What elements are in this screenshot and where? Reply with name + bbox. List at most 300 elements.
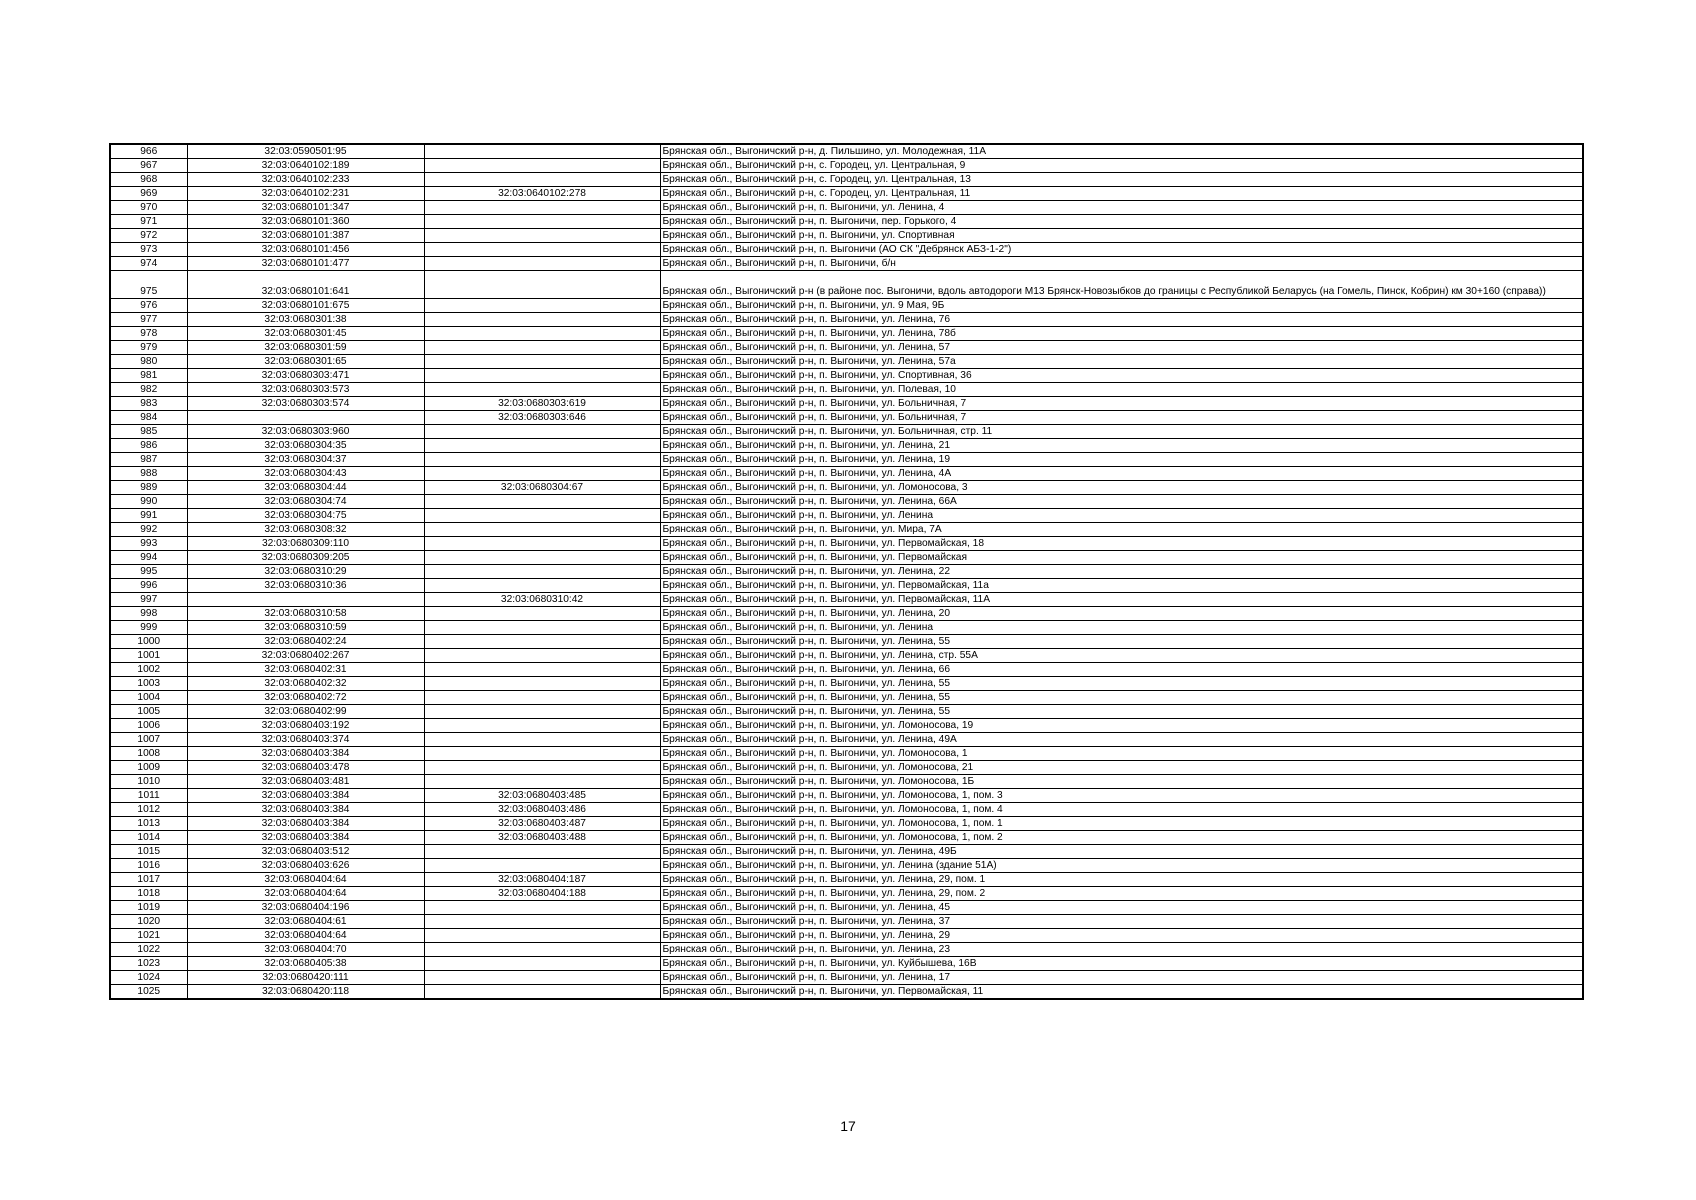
row-number-cell: 1014 — [110, 831, 187, 845]
row-number-cell: 968 — [110, 173, 187, 187]
row-number-cell: 971 — [110, 215, 187, 229]
row-number-cell: 979 — [110, 341, 187, 355]
row-number-cell: 1006 — [110, 719, 187, 733]
address-cell: Брянская обл., Выгоничский р-н, д. Пильшино, ул. Молодежная, 11А — [660, 144, 1583, 159]
address-cell: Брянская обл., Выгоничский р-н, п. Выгоничи, ул. Ленина, 57а — [660, 355, 1583, 369]
cadastral-number-cell: 32:03:0680402:72 — [187, 691, 424, 705]
address-cell: Брянская обл., Выгоничский р-н, п. Выгоничи, ул. Мира, 7А — [660, 523, 1583, 537]
sub-cadastral-number-cell — [424, 144, 660, 159]
table-row — [110, 229, 1583, 243]
address-cell: Брянская обл., Выгоничский р-н, п. Выгоничи, ул. Первомайская, 11А — [660, 593, 1583, 607]
sub-cadastral-number-cell — [424, 243, 660, 257]
table-row — [110, 537, 1583, 551]
row-number-cell: 976 — [110, 299, 187, 313]
cadastral-number-cell: 32:03:0680403:512 — [187, 845, 424, 859]
row-number-cell: 978 — [110, 327, 187, 341]
sub-cadastral-number-cell — [424, 579, 660, 593]
cadastral-number-cell: 32:03:0680101:675 — [187, 299, 424, 313]
sub-cadastral-number-cell — [424, 159, 660, 173]
cadastral-number-cell: 32:03:0680402:31 — [187, 663, 424, 677]
sub-cadastral-number-cell — [424, 537, 660, 551]
address-cell: Брянская обл., Выгоничский р-н, п. Выгоничи, ул. Ленина, 49А — [660, 733, 1583, 747]
table-row — [110, 579, 1583, 593]
table-row — [110, 187, 1583, 201]
row-number-cell: 981 — [110, 369, 187, 383]
table-row — [110, 271, 1583, 299]
sub-cadastral-number-cell — [424, 257, 660, 271]
cadastral-number-cell: 32:03:0680101:387 — [187, 229, 424, 243]
cadastral-number-cell: 32:03:0680101:641 — [187, 271, 424, 299]
sub-cadastral-number-cell: 32:03:0680403:485 — [424, 789, 660, 803]
sub-cadastral-number-cell — [424, 201, 660, 215]
address-cell: Брянская обл., Выгоничский р-н, п. Выгоничи, ул. Ленина, 20 — [660, 607, 1583, 621]
table-row — [110, 327, 1583, 341]
address-cell: Брянская обл., Выгоничский р-н, п. Выгоничи, ул. Ломоносова, 1 — [660, 747, 1583, 761]
address-cell: Брянская обл., Выгоничский р-н, п. Выгоничи, ул. Ленина (здание 51А) — [660, 859, 1583, 873]
table-row — [110, 943, 1583, 957]
address-cell: Брянская обл., Выгоничский р-н, п. Выгоничи, ул. 9 Мая, 9Б — [660, 299, 1583, 313]
table-row — [110, 789, 1583, 803]
sub-cadastral-number-cell — [424, 313, 660, 327]
table-row — [110, 915, 1583, 929]
cadastral-number-cell: 32:03:0680403:384 — [187, 747, 424, 761]
address-cell: Брянская обл., Выгоничский р-н, п. Выгоничи, ул. Ломоносова, 1Б — [660, 775, 1583, 789]
row-number-cell: 1017 — [110, 873, 187, 887]
cadastral-number-cell: 32:03:0680404:64 — [187, 873, 424, 887]
row-number-cell: 1000 — [110, 635, 187, 649]
table-row — [110, 593, 1583, 607]
sub-cadastral-number-cell — [424, 565, 660, 579]
table-row — [110, 705, 1583, 719]
table-row — [110, 985, 1583, 1000]
table-row — [110, 845, 1583, 859]
table-row — [110, 523, 1583, 537]
cadastral-number-cell: 32:03:0680304:35 — [187, 439, 424, 453]
sub-cadastral-number-cell: 32:03:0680404:188 — [424, 887, 660, 901]
address-cell: Брянская обл., Выгоничский р-н, п. Выгоничи, ул. Ленина, 29, пом. 2 — [660, 887, 1583, 901]
sub-cadastral-number-cell — [424, 523, 660, 537]
sub-cadastral-number-cell — [424, 929, 660, 943]
address-cell: Брянская обл., Выгоничский р-н, п. Выгоничи, ул. Ленина, 55 — [660, 677, 1583, 691]
sub-cadastral-number-cell — [424, 229, 660, 243]
row-number-cell: 1008 — [110, 747, 187, 761]
address-cell: Брянская обл., Выгоничский р-н, п. Выгоничи, ул. Ломоносова, 1, пом. 2 — [660, 831, 1583, 845]
row-number-cell: 1015 — [110, 845, 187, 859]
row-number-cell: 997 — [110, 593, 187, 607]
sub-cadastral-number-cell — [424, 355, 660, 369]
row-number-cell: 996 — [110, 579, 187, 593]
address-cell: Брянская обл., Выгоничский р-н, п. Выгоничи, ул. Ленина, 4 — [660, 201, 1583, 215]
cadastral-number-cell: 32:03:0680403:384 — [187, 789, 424, 803]
sub-cadastral-number-cell — [424, 299, 660, 313]
cadastral-number-cell: 32:03:0680303:574 — [187, 397, 424, 411]
address-cell: Брянская обл., Выгоничский р-н, п. Выгоничи (АО СК "Дебрянск АБЗ-1-2") — [660, 243, 1583, 257]
row-number-cell: 1013 — [110, 817, 187, 831]
table-row — [110, 425, 1583, 439]
cadastral-number-cell: 32:03:0680304:37 — [187, 453, 424, 467]
row-number-cell: 980 — [110, 355, 187, 369]
row-number-cell: 984 — [110, 411, 187, 425]
cadastral-number-cell: 32:03:0680301:38 — [187, 313, 424, 327]
row-number-cell: 1012 — [110, 803, 187, 817]
sub-cadastral-number-cell — [424, 747, 660, 761]
row-number-cell: 1020 — [110, 915, 187, 929]
sub-cadastral-number-cell — [424, 761, 660, 775]
table-row — [110, 873, 1583, 887]
sub-cadastral-number-cell — [424, 957, 660, 971]
sub-cadastral-number-cell — [424, 341, 660, 355]
cadastral-number-cell — [187, 593, 424, 607]
sub-cadastral-number-cell — [424, 635, 660, 649]
address-cell: Брянская обл., Выгоничский р-н, п. Выгоничи, ул. Ломоносова, 3 — [660, 481, 1583, 495]
address-cell: Брянская обл., Выгоничский р-н, п. Выгоничи, ул. Ленина, 22 — [660, 565, 1583, 579]
row-number-cell: 973 — [110, 243, 187, 257]
sub-cadastral-number-cell — [424, 215, 660, 229]
cadastral-number-cell: 32:03:0680404:196 — [187, 901, 424, 915]
row-number-cell: 970 — [110, 201, 187, 215]
table-row — [110, 173, 1583, 187]
table-row — [110, 677, 1583, 691]
sub-cadastral-number-cell: 32:03:0640102:278 — [424, 187, 660, 201]
address-cell: Брянская обл., Выгоничский р-н, п. Выгоничи, ул. Ленина, стр. 55А — [660, 649, 1583, 663]
sub-cadastral-number-cell — [424, 733, 660, 747]
sub-cadastral-number-cell — [424, 383, 660, 397]
table-row — [110, 257, 1583, 271]
table-row — [110, 439, 1583, 453]
sub-cadastral-number-cell — [424, 327, 660, 341]
sub-cadastral-number-cell — [424, 691, 660, 705]
address-cell: Брянская обл., Выгоничский р-н, п. Выгоничи, ул. Ленина, 17 — [660, 971, 1583, 985]
cadastral-number-cell: 32:03:0680309:205 — [187, 551, 424, 565]
address-cell: Брянская обл., Выгоничский р-н, п. Выгоничи, ул. Ломоносова, 1, пом. 4 — [660, 803, 1583, 817]
address-cell: Брянская обл., Выгоничский р-н, п. Выгоничи, ул. Ленина — [660, 621, 1583, 635]
sub-cadastral-number-cell — [424, 607, 660, 621]
address-cell: Брянская обл., Выгоничский р-н, п. Выгоничи, ул. Первомайская, 18 — [660, 537, 1583, 551]
sub-cadastral-number-cell — [424, 369, 660, 383]
address-cell: Брянская обл., Выгоничский р-н, п. Выгоничи, ул. Ленина, 55 — [660, 705, 1583, 719]
sub-cadastral-number-cell — [424, 943, 660, 957]
table-row — [110, 144, 1583, 159]
cadastral-number-cell: 32:03:0680304:44 — [187, 481, 424, 495]
address-cell: Брянская обл., Выгоничский р-н, п. Выгоничи, ул. Спортивная, 36 — [660, 369, 1583, 383]
address-cell: Брянская обл., Выгоничский р-н, с. Городец, ул. Центральная, 13 — [660, 173, 1583, 187]
sub-cadastral-number-cell — [424, 467, 660, 481]
row-number-cell: 1016 — [110, 859, 187, 873]
address-cell: Брянская обл., Выгоничский р-н, п. Выгоничи, ул. Ленина, 49Б — [660, 845, 1583, 859]
address-cell: Брянская обл., Выгоничский р-н, с. Городец, ул. Центральная, 9 — [660, 159, 1583, 173]
address-cell: Брянская обл., Выгоничский р-н, п. Выгоничи, ул. Куйбышева, 16В — [660, 957, 1583, 971]
row-number-cell: 1024 — [110, 971, 187, 985]
address-cell: Брянская обл., Выгоничский р-н, п. Выгоничи, ул. Первомайская — [660, 551, 1583, 565]
cadastral-number-cell: 32:03:0680420:111 — [187, 971, 424, 985]
table-row — [110, 215, 1583, 229]
row-number-cell: 972 — [110, 229, 187, 243]
table-row — [110, 411, 1583, 425]
sub-cadastral-number-cell — [424, 439, 660, 453]
table-row — [110, 761, 1583, 775]
address-cell: Брянская обл., Выгоничский р-н, п. Выгоничи, ул. Ленина, 29, пом. 1 — [660, 873, 1583, 887]
row-number-cell: 1007 — [110, 733, 187, 747]
row-number-cell: 1009 — [110, 761, 187, 775]
table-row — [110, 621, 1583, 635]
table-row — [110, 803, 1583, 817]
table-row — [110, 481, 1583, 495]
address-cell: Брянская обл., Выгоничский р-н, п. Выгоничи, ул. Первомайская, 11 — [660, 985, 1583, 1000]
address-cell: Брянская обл., Выгоничский р-н, п. Выгоничи, б/н — [660, 257, 1583, 271]
row-number-cell: 967 — [110, 159, 187, 173]
sub-cadastral-number-cell — [424, 915, 660, 929]
row-number-cell: 1018 — [110, 887, 187, 901]
address-cell: Брянская обл., Выгоничский р-н, п. Выгоничи, ул. Больничная, стр. 11 — [660, 425, 1583, 439]
cadastral-number-cell: 32:03:0640102:233 — [187, 173, 424, 187]
address-cell: Брянская обл., Выгоничский р-н, п. Выгоничи, ул. Ленина, 21 — [660, 439, 1583, 453]
sub-cadastral-number-cell — [424, 971, 660, 985]
cadastral-number-cell: 32:03:0680403:478 — [187, 761, 424, 775]
cadastral-number-cell: 32:03:0680403:192 — [187, 719, 424, 733]
cadastral-number-cell: 32:03:0680308:32 — [187, 523, 424, 537]
row-number-cell: 1019 — [110, 901, 187, 915]
cadastral-number-cell: 32:03:0680304:74 — [187, 495, 424, 509]
sub-cadastral-number-cell: 32:03:0680403:486 — [424, 803, 660, 817]
sub-cadastral-number-cell: 32:03:0680403:488 — [424, 831, 660, 845]
row-number-cell: 994 — [110, 551, 187, 565]
cadastral-number-cell: 32:03:0680303:960 — [187, 425, 424, 439]
row-number-cell: 990 — [110, 495, 187, 509]
address-cell: Брянская обл., Выгоничский р-н, п. Выгоничи, ул. Ленина, 29 — [660, 929, 1583, 943]
sub-cadastral-number-cell — [424, 271, 660, 299]
sub-cadastral-number-cell: 32:03:0680310:42 — [424, 593, 660, 607]
table-row — [110, 901, 1583, 915]
address-cell: Брянская обл., Выгоничский р-н, п. Выгоничи, ул. Ленина, 19 — [660, 453, 1583, 467]
address-cell: Брянская обл., Выгоничский р-н, п. Выгоничи, ул. Ленина, 57 — [660, 341, 1583, 355]
table-row — [110, 453, 1583, 467]
table-row — [110, 719, 1583, 733]
row-number-cell: 993 — [110, 537, 187, 551]
row-number-cell: 977 — [110, 313, 187, 327]
row-number-cell: 983 — [110, 397, 187, 411]
table-row — [110, 355, 1583, 369]
row-number-cell: 1003 — [110, 677, 187, 691]
sub-cadastral-number-cell — [424, 677, 660, 691]
table-row — [110, 831, 1583, 845]
row-number-cell: 987 — [110, 453, 187, 467]
table-row — [110, 383, 1583, 397]
address-cell: Брянская обл., Выгоничский р-н (в районе пос. Выгоничи, вдоль автодороги М13 Брянск-Новозыбков до границы с Республикой Беларусь (на Гомель, Пинск, Кобрин) км 30+160 (справа)) — [660, 271, 1583, 299]
cadastral-number-cell: 32:03:0680402:24 — [187, 635, 424, 649]
table-row — [110, 663, 1583, 677]
cadastral-number-cell: 32:03:0680403:626 — [187, 859, 424, 873]
cadastral-number-cell: 32:03:0680404:70 — [187, 943, 424, 957]
table-row — [110, 299, 1583, 313]
row-number-cell: 1005 — [110, 705, 187, 719]
table-row — [110, 887, 1583, 901]
row-number-cell: 1023 — [110, 957, 187, 971]
row-number-cell: 995 — [110, 565, 187, 579]
table-row — [110, 775, 1583, 789]
cadastral-number-cell: 32:03:0680402:267 — [187, 649, 424, 663]
row-number-cell: 989 — [110, 481, 187, 495]
row-number-cell: 1025 — [110, 985, 187, 1000]
sub-cadastral-number-cell — [424, 509, 660, 523]
table-row — [110, 341, 1583, 355]
table-row — [110, 929, 1583, 943]
sub-cadastral-number-cell — [424, 845, 660, 859]
cadastral-number-cell: 32:03:0680304:43 — [187, 467, 424, 481]
table-row — [110, 159, 1583, 173]
cadastral-number-cell: 32:03:0680301:65 — [187, 355, 424, 369]
address-cell: Брянская обл., Выгоничский р-н, п. Выгоничи, ул. Больничная, 7 — [660, 411, 1583, 425]
cadastral-number-cell: 32:03:0680101:360 — [187, 215, 424, 229]
row-number-cell: 985 — [110, 425, 187, 439]
row-number-cell: 969 — [110, 187, 187, 201]
cadastral-number-cell: 32:03:0680402:32 — [187, 677, 424, 691]
cadastral-number-cell: 32:03:0680403:384 — [187, 803, 424, 817]
sub-cadastral-number-cell — [424, 775, 660, 789]
table-row — [110, 551, 1583, 565]
address-cell: Брянская обл., Выгоничский р-н, п. Выгоничи, ул. Первомайская, 11а — [660, 579, 1583, 593]
address-cell: Брянская обл., Выгоничский р-н, п. Выгоничи, ул. Ленина, 4А — [660, 467, 1583, 481]
row-number-cell: 975 — [110, 271, 187, 299]
table-row — [110, 635, 1583, 649]
row-number-cell: 988 — [110, 467, 187, 481]
cadastral-number-cell — [187, 411, 424, 425]
sub-cadastral-number-cell — [424, 495, 660, 509]
row-number-cell: 1022 — [110, 943, 187, 957]
cadastral-number-cell: 32:03:0680404:64 — [187, 887, 424, 901]
row-number-cell: 1010 — [110, 775, 187, 789]
row-number-cell: 1001 — [110, 649, 187, 663]
sub-cadastral-number-cell: 32:03:0680303:619 — [424, 397, 660, 411]
cadastral-number-cell: 32:03:0680405:38 — [187, 957, 424, 971]
row-number-cell: 998 — [110, 607, 187, 621]
row-number-cell: 986 — [110, 439, 187, 453]
address-cell: Брянская обл., Выгоничский р-н, п. Выгоничи, ул. Ломоносова, 19 — [660, 719, 1583, 733]
cadastral-number-cell: 32:03:0680404:64 — [187, 929, 424, 943]
row-number-cell: 1002 — [110, 663, 187, 677]
table-row — [110, 565, 1583, 579]
cadastral-number-cell: 32:03:0680301:45 — [187, 327, 424, 341]
table-row — [110, 509, 1583, 523]
cadastral-number-cell: 32:03:0680304:75 — [187, 509, 424, 523]
sub-cadastral-number-cell — [424, 453, 660, 467]
page-number: 17 — [840, 1118, 856, 1134]
table-row — [110, 607, 1583, 621]
table-row — [110, 733, 1583, 747]
cadastral-number-cell: 32:03:0680303:471 — [187, 369, 424, 383]
cadastral-number-cell: 32:03:0680420:118 — [187, 985, 424, 1000]
sub-cadastral-number-cell — [424, 985, 660, 1000]
cadastral-number-cell: 32:03:0680404:61 — [187, 915, 424, 929]
table-row — [110, 817, 1583, 831]
cadastral-number-cell: 32:03:0680309:110 — [187, 537, 424, 551]
sub-cadastral-number-cell — [424, 621, 660, 635]
address-cell: Брянская обл., Выгоничский р-н, п. Выгоничи, ул. Ленина, 66А — [660, 495, 1583, 509]
cadastral-number-cell: 32:03:0680310:29 — [187, 565, 424, 579]
table-row — [110, 243, 1583, 257]
table-row — [110, 313, 1583, 327]
cadastral-number-cell: 32:03:0680310:59 — [187, 621, 424, 635]
address-cell: Брянская обл., Выгоничский р-н, п. Выгоничи, ул. Ленина — [660, 509, 1583, 523]
cadastral-number-cell: 32:03:0680403:384 — [187, 817, 424, 831]
address-cell: Брянская обл., Выгоничский р-н, п. Выгоничи, ул. Ленина, 55 — [660, 635, 1583, 649]
row-number-cell: 991 — [110, 509, 187, 523]
sub-cadastral-number-cell — [424, 425, 660, 439]
row-number-cell: 974 — [110, 257, 187, 271]
table-row — [110, 691, 1583, 705]
address-cell: Брянская обл., Выгоничский р-н, п. Выгоничи, ул. Ленина, 78б — [660, 327, 1583, 341]
sub-cadastral-number-cell — [424, 649, 660, 663]
cadastral-number-cell: 32:03:0680403:481 — [187, 775, 424, 789]
cadastral-number-cell: 32:03:0680101:477 — [187, 257, 424, 271]
table-row — [110, 957, 1583, 971]
sub-cadastral-number-cell: 32:03:0680403:487 — [424, 817, 660, 831]
row-number-cell: 992 — [110, 523, 187, 537]
sub-cadastral-number-cell: 32:03:0680404:187 — [424, 873, 660, 887]
address-cell: Брянская обл., Выгоничский р-н, п. Выгоничи, ул. Полевая, 10 — [660, 383, 1583, 397]
row-number-cell: 1004 — [110, 691, 187, 705]
cadastral-number-cell: 32:03:0680101:456 — [187, 243, 424, 257]
row-number-cell: 982 — [110, 383, 187, 397]
address-cell: Брянская обл., Выгоничский р-н, с. Городец, ул. Центральная, 11 — [660, 187, 1583, 201]
sub-cadastral-number-cell — [424, 719, 660, 733]
table-body — [110, 144, 1583, 999]
table-row — [110, 859, 1583, 873]
row-number-cell: 1021 — [110, 929, 187, 943]
cadastral-number-cell: 32:03:0640102:231 — [187, 187, 424, 201]
address-cell: Брянская обл., Выгоничский р-н, п. Выгоничи, ул. Ленина, 66 — [660, 663, 1583, 677]
table-row — [110, 397, 1583, 411]
address-cell: Брянская обл., Выгоничский р-н, п. Выгоничи, ул. Ломоносова, 1, пом. 3 — [660, 789, 1583, 803]
address-cell: Брянская обл., Выгоничский р-н, п. Выгоничи, ул. Ленина, 37 — [660, 915, 1583, 929]
sub-cadastral-number-cell: 32:03:0680303:646 — [424, 411, 660, 425]
cadastral-number-cell: 32:03:0640102:189 — [187, 159, 424, 173]
table-row — [110, 747, 1583, 761]
cadastral-number-cell: 32:03:0680402:99 — [187, 705, 424, 719]
address-cell: Брянская обл., Выгоничский р-н, п. Выгоничи, ул. Ломоносова, 21 — [660, 761, 1583, 775]
sub-cadastral-number-cell — [424, 663, 660, 677]
address-cell: Брянская обл., Выгоничский р-н, п. Выгоничи, ул. Ломоносова, 1, пом. 1 — [660, 817, 1583, 831]
cadastral-number-cell: 32:03:0680310:58 — [187, 607, 424, 621]
cadastral-number-cell: 32:03:0680310:36 — [187, 579, 424, 593]
row-number-cell: 1011 — [110, 789, 187, 803]
row-number-cell: 966 — [110, 144, 187, 159]
address-cell: Брянская обл., Выгоничский р-н, п. Выгоничи, ул. Спортивная — [660, 229, 1583, 243]
cadastral-number-cell: 32:03:0680403:374 — [187, 733, 424, 747]
sub-cadastral-number-cell — [424, 173, 660, 187]
table-row — [110, 201, 1583, 215]
sub-cadastral-number-cell — [424, 901, 660, 915]
sub-cadastral-number-cell — [424, 859, 660, 873]
cadastral-number-cell: 32:03:0680101:347 — [187, 201, 424, 215]
property-table — [109, 143, 1584, 1000]
sub-cadastral-number-cell: 32:03:0680304:67 — [424, 481, 660, 495]
address-cell: Брянская обл., Выгоничский р-н, п. Выгоничи, ул. Больничная, 7 — [660, 397, 1583, 411]
table-row — [110, 467, 1583, 481]
table-row — [110, 495, 1583, 509]
cadastral-number-cell: 32:03:0680403:384 — [187, 831, 424, 845]
table-row — [110, 971, 1583, 985]
address-cell: Брянская обл., Выгоничский р-н, п. Выгоничи, ул. Ленина, 76 — [660, 313, 1583, 327]
row-number-cell: 999 — [110, 621, 187, 635]
cadastral-number-cell: 32:03:0680301:59 — [187, 341, 424, 355]
address-cell: Брянская обл., Выгоничский р-н, п. Выгоничи, ул. Ленина, 45 — [660, 901, 1583, 915]
table-row — [110, 649, 1583, 663]
sub-cadastral-number-cell — [424, 551, 660, 565]
address-cell: Брянская обл., Выгоничский р-н, п. Выгоничи, пер. Горького, 4 — [660, 215, 1583, 229]
cadastral-number-cell: 32:03:0590501:95 — [187, 144, 424, 159]
address-cell: Брянская обл., Выгоничский р-н, п. Выгоничи, ул. Ленина, 55 — [660, 691, 1583, 705]
address-cell: Брянская обл., Выгоничский р-н, п. Выгоничи, ул. Ленина, 23 — [660, 943, 1583, 957]
